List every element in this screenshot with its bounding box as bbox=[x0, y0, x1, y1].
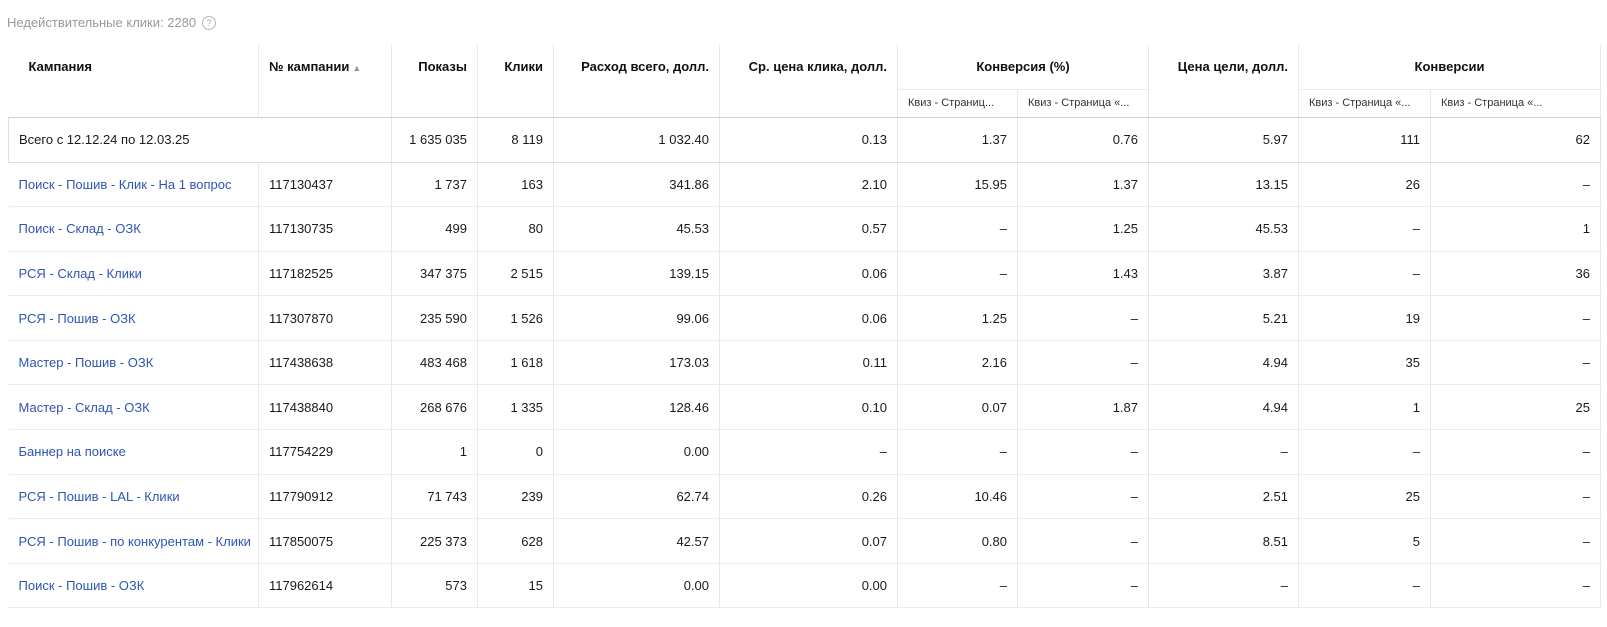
table-cell: 1 bbox=[392, 430, 478, 475]
table-cell: 1 335 bbox=[478, 385, 554, 430]
campaign-id: 117130437 bbox=[259, 162, 392, 207]
table-cell: 1.25 bbox=[1018, 207, 1149, 252]
table-cell: 15.95 bbox=[898, 162, 1018, 207]
subheader-conversion-rate-goal[interactable]: Квиз - Страниц... bbox=[898, 89, 1018, 117]
table-cell: – bbox=[1299, 207, 1431, 252]
table-row bbox=[9, 340, 1601, 385]
table-cell: 0.00 bbox=[554, 430, 720, 475]
table-cell: 25 bbox=[1299, 474, 1431, 519]
table-row bbox=[9, 519, 1601, 564]
table-cell: 0.07 bbox=[720, 519, 898, 564]
campaign-id: 117130735 bbox=[259, 207, 392, 252]
table-cell: 239 bbox=[478, 474, 554, 519]
table-cell: – bbox=[1018, 519, 1149, 564]
table-cell: 2.51 bbox=[1149, 474, 1299, 519]
table-cell: 2.16 bbox=[898, 340, 1018, 385]
table-cell: 15 bbox=[478, 563, 554, 608]
campaign-link[interactable]: Поиск - Пошив - ОЗК bbox=[9, 563, 259, 608]
header-campaign[interactable]: Кампания bbox=[9, 45, 259, 117]
table-cell: 225 373 bbox=[392, 519, 478, 564]
table-cell: 35 bbox=[1299, 340, 1431, 385]
campaign-rows bbox=[9, 162, 1601, 608]
header-avg-cpc[interactable]: Ср. цена клика, долл. bbox=[720, 45, 898, 117]
table-row bbox=[9, 474, 1601, 519]
table-cell: 128.46 bbox=[554, 385, 720, 430]
table-cell: 1 618 bbox=[478, 340, 554, 385]
table-cell: – bbox=[1431, 563, 1601, 608]
table-cell: – bbox=[1018, 430, 1149, 475]
table-cell: 573 bbox=[392, 563, 478, 608]
table-cell: 1 526 bbox=[478, 296, 554, 341]
table-cell: 235 590 bbox=[392, 296, 478, 341]
totals-cell: 0.13 bbox=[720, 117, 898, 162]
campaign-link[interactable]: РСЯ - Пошив - по конкурентам - Клики bbox=[9, 519, 259, 564]
table-cell: – bbox=[720, 430, 898, 475]
table-cell: 0.80 bbox=[898, 519, 1018, 564]
table-cell: 1.87 bbox=[1018, 385, 1149, 430]
campaign-link[interactable]: РСЯ - Пошив - ОЗК bbox=[9, 296, 259, 341]
table-cell: 1.43 bbox=[1018, 251, 1149, 296]
campaign-id: 117182525 bbox=[259, 251, 392, 296]
table-cell: 0.10 bbox=[720, 385, 898, 430]
table-cell: – bbox=[1431, 340, 1601, 385]
campaign-link[interactable]: РСЯ - Пошив - LAL - Клики bbox=[9, 474, 259, 519]
question-circle-icon[interactable]: ? bbox=[202, 16, 216, 30]
header-impressions[interactable]: Показы bbox=[392, 45, 478, 117]
table-row bbox=[9, 563, 1601, 608]
totals-cell: 1.37 bbox=[898, 117, 1018, 162]
header-spend[interactable]: Расход всего, долл. bbox=[554, 45, 720, 117]
table-cell: – bbox=[898, 430, 1018, 475]
table-cell: – bbox=[1149, 430, 1299, 475]
table-cell: 1.25 bbox=[898, 296, 1018, 341]
table-cell: 483 468 bbox=[392, 340, 478, 385]
subheader-conversions-goal[interactable]: Квиз - Страница «... bbox=[1431, 89, 1601, 117]
table-cell: 341.86 bbox=[554, 162, 720, 207]
table-cell: 0.07 bbox=[898, 385, 1018, 430]
table-row bbox=[9, 385, 1601, 430]
campaign-id: 117438638 bbox=[259, 340, 392, 385]
table-cell: 10.46 bbox=[898, 474, 1018, 519]
campaign-link[interactable]: Поиск - Пошив - Клик - На 1 вопрос bbox=[9, 162, 259, 207]
campaign-link[interactable]: Мастер - Пошив - ОЗК bbox=[9, 340, 259, 385]
table-row bbox=[9, 207, 1601, 252]
table-cell: 26 bbox=[1299, 162, 1431, 207]
table-row bbox=[9, 296, 1601, 341]
campaign-id: 117754229 bbox=[259, 430, 392, 475]
campaign-link[interactable]: Мастер - Склад - ОЗК bbox=[9, 385, 259, 430]
table-cell: – bbox=[1431, 519, 1601, 564]
table-cell: – bbox=[898, 563, 1018, 608]
totals-cell: 111 bbox=[1299, 117, 1431, 162]
table-cell: 2 515 bbox=[478, 251, 554, 296]
table-cell: 42.57 bbox=[554, 519, 720, 564]
table-cell: 268 676 bbox=[392, 385, 478, 430]
table-cell: – bbox=[1018, 563, 1149, 608]
totals-row bbox=[9, 117, 1601, 162]
campaign-stats-table bbox=[8, 45, 1601, 608]
table-row bbox=[9, 162, 1601, 207]
table-cell: 1.37 bbox=[1018, 162, 1149, 207]
table-cell: – bbox=[1299, 251, 1431, 296]
header-campaign-id[interactable] bbox=[259, 45, 392, 117]
table-cell: 80 bbox=[478, 207, 554, 252]
table-cell: 19 bbox=[1299, 296, 1431, 341]
table-cell: 628 bbox=[478, 519, 554, 564]
table-cell: 1 bbox=[1299, 385, 1431, 430]
table-cell: 71 743 bbox=[392, 474, 478, 519]
table-cell: 1 bbox=[1431, 207, 1601, 252]
campaign-link[interactable]: РСЯ - Склад - Клики bbox=[9, 251, 259, 296]
table-cell: – bbox=[1299, 563, 1431, 608]
table-cell: 0.26 bbox=[720, 474, 898, 519]
totals-cell: 8 119 bbox=[478, 117, 554, 162]
table-cell: 347 375 bbox=[392, 251, 478, 296]
table-cell: 0.00 bbox=[554, 563, 720, 608]
table-cell: 499 bbox=[392, 207, 478, 252]
header-conversions[interactable]: Конверсии bbox=[1299, 45, 1601, 89]
subheader-conversion-rate-goal[interactable]: Квиз - Страница «... bbox=[1018, 89, 1149, 117]
table-cell: 0.57 bbox=[720, 207, 898, 252]
table-cell: 163 bbox=[478, 162, 554, 207]
table-cell: – bbox=[1018, 296, 1149, 341]
header-row bbox=[9, 45, 1601, 89]
table-cell: – bbox=[1018, 474, 1149, 519]
totals-cell: 0.76 bbox=[1018, 117, 1149, 162]
table-cell: 62.74 bbox=[554, 474, 720, 519]
header-conversion-rate[interactable]: Конверсия (%) bbox=[898, 45, 1149, 89]
table-cell: 36 bbox=[1431, 251, 1601, 296]
table-cell: 0.11 bbox=[720, 340, 898, 385]
table-cell: 4.94 bbox=[1149, 340, 1299, 385]
table-cell: – bbox=[1018, 340, 1149, 385]
invalid-clicks-label: Недействительные клики: 2280 bbox=[7, 15, 197, 30]
totals-cell: 1 032.40 bbox=[554, 117, 720, 162]
table-cell: 5 bbox=[1299, 519, 1431, 564]
table-cell: – bbox=[1299, 430, 1431, 475]
table-row bbox=[9, 251, 1601, 296]
table-cell: 13.15 bbox=[1149, 162, 1299, 207]
table-row bbox=[9, 430, 1601, 475]
subheader-conversions-goal[interactable]: Квиз - Страница «... bbox=[1299, 89, 1431, 117]
campaign-link[interactable]: Поиск - Склад - ОЗК bbox=[9, 207, 259, 252]
totals-cell: 5.97 bbox=[1149, 117, 1299, 162]
table-cell: 8.51 bbox=[1149, 519, 1299, 564]
sort-ascending-icon: ▲ bbox=[352, 63, 362, 73]
campaign-id: 117790912 bbox=[259, 474, 392, 519]
table-cell: 4.94 bbox=[1149, 385, 1299, 430]
table-cell: – bbox=[1431, 162, 1601, 207]
table-cell: – bbox=[1431, 474, 1601, 519]
table-cell: 45.53 bbox=[1149, 207, 1299, 252]
table-cell: – bbox=[1149, 563, 1299, 608]
totals-cell: 62 bbox=[1431, 117, 1601, 162]
header-clicks[interactable]: Клики bbox=[478, 45, 554, 117]
campaign-id: 117307870 bbox=[259, 296, 392, 341]
table-cell: 0.06 bbox=[720, 251, 898, 296]
table-cell: 1 737 bbox=[392, 162, 478, 207]
table-cell: – bbox=[898, 207, 1018, 252]
table-cell: 2.10 bbox=[720, 162, 898, 207]
header-campaign-id-label: № кампании bbox=[269, 59, 350, 74]
table-cell: 0 bbox=[478, 430, 554, 475]
table-cell: 139.15 bbox=[554, 251, 720, 296]
campaign-id: 117438840 bbox=[259, 385, 392, 430]
table-cell: 25 bbox=[1431, 385, 1601, 430]
table-cell: 3.87 bbox=[1149, 251, 1299, 296]
header-goal-cost[interactable]: Цена цели, долл. bbox=[1149, 45, 1299, 117]
campaign-link[interactable]: Баннер на поиске bbox=[9, 430, 259, 475]
table-cell: 99.06 bbox=[554, 296, 720, 341]
table-cell: – bbox=[898, 251, 1018, 296]
table-cell: 5.21 bbox=[1149, 296, 1299, 341]
table-cell: – bbox=[1431, 430, 1601, 475]
table-cell: 173.03 bbox=[554, 340, 720, 385]
table-cell: 0.00 bbox=[720, 563, 898, 608]
totals-cell: 1 635 035 bbox=[392, 117, 478, 162]
totals-period: Всего с 12.12.24 по 12.03.25 bbox=[9, 117, 392, 162]
table-cell: – bbox=[1431, 296, 1601, 341]
campaign-id: 117850075 bbox=[259, 519, 392, 564]
table-cell: 0.06 bbox=[720, 296, 898, 341]
table-cell: 45.53 bbox=[554, 207, 720, 252]
invalid-clicks-info bbox=[7, 15, 216, 30]
campaign-id: 117962614 bbox=[259, 563, 392, 608]
